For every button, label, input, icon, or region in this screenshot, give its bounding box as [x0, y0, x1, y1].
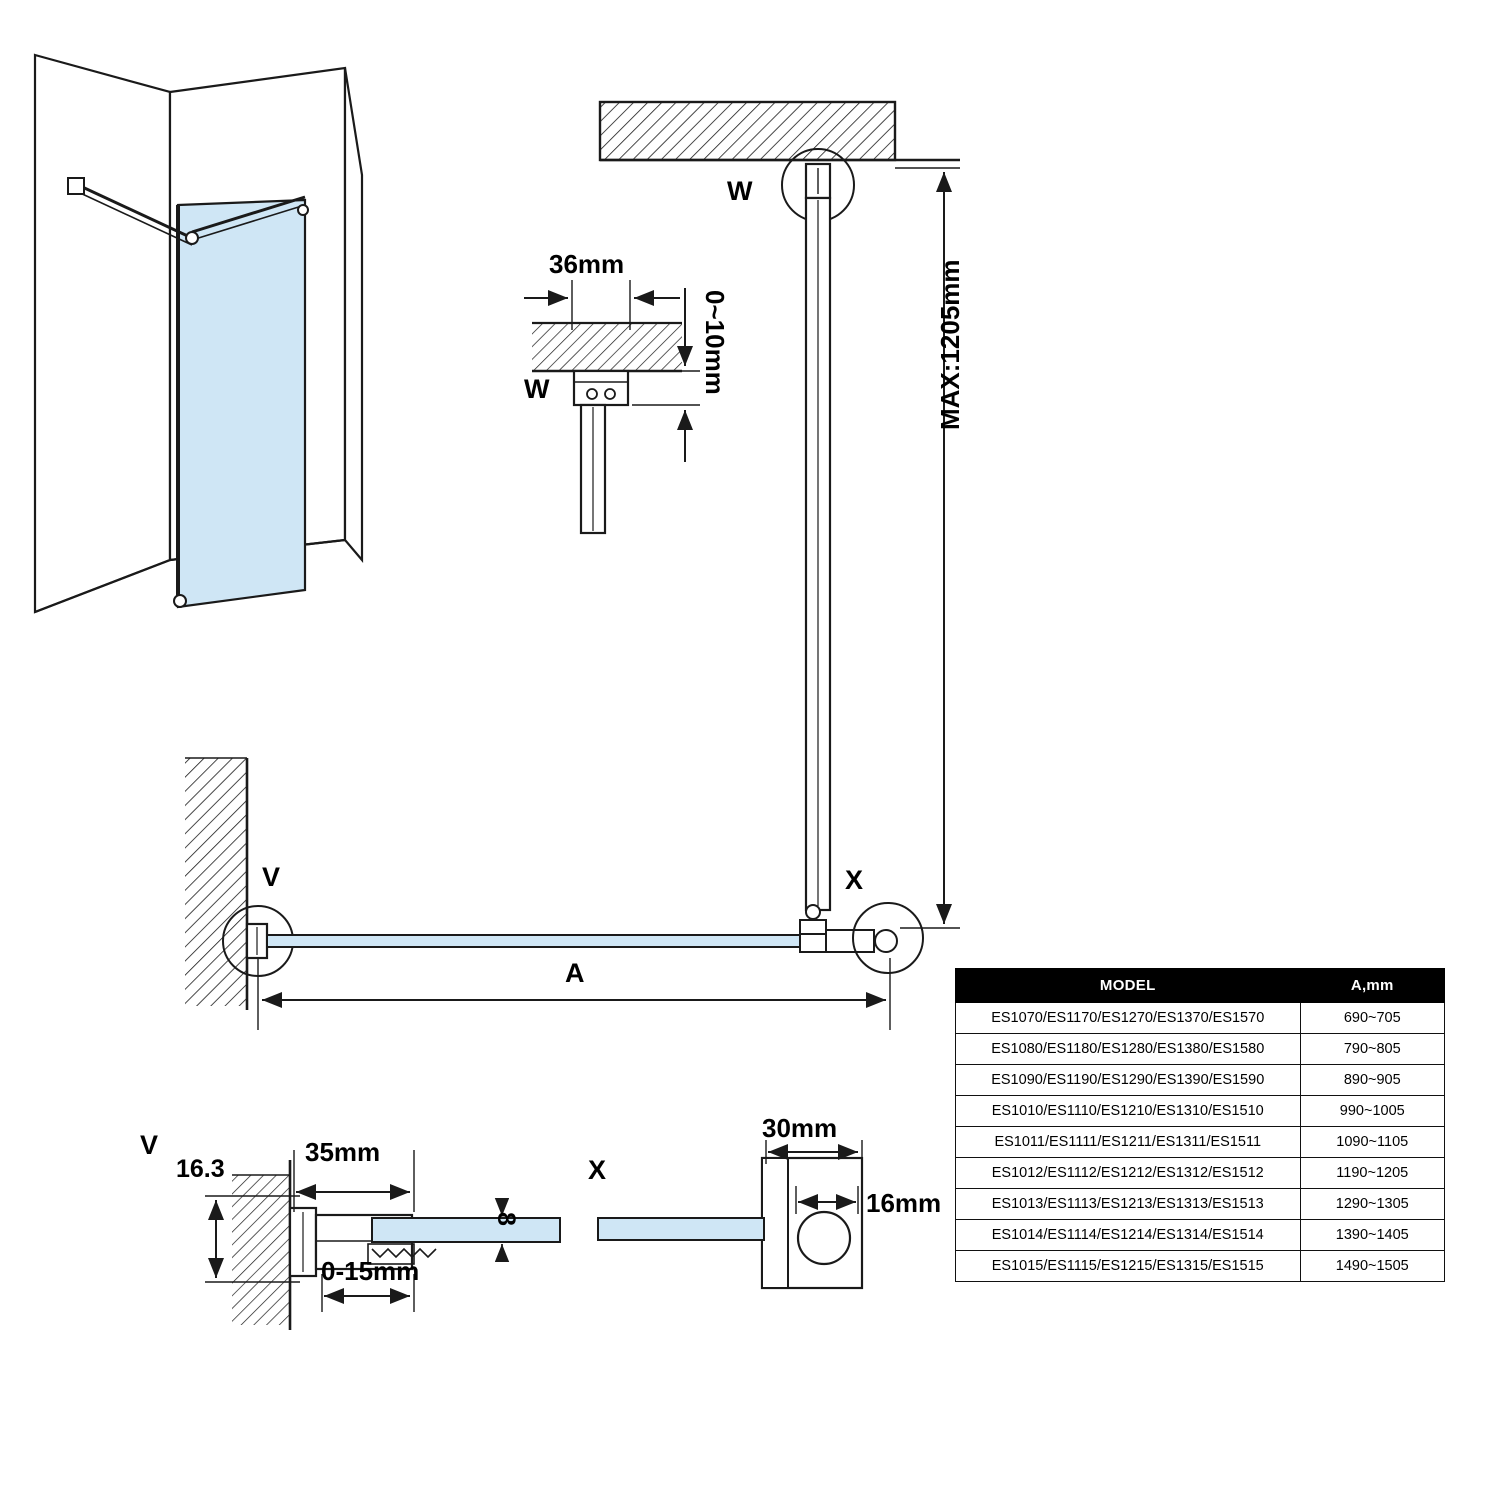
cell-model: ES1013/ES1113/ES1213/ES1313/ES1513: [956, 1189, 1301, 1220]
dimension-a-label: A: [565, 958, 585, 988]
table-row: [956, 1158, 1445, 1189]
cell-a-mm: 990~1005: [1300, 1096, 1445, 1127]
label-detail-v-section: V: [140, 1130, 159, 1160]
dimension-35mm: 35mm: [305, 1137, 381, 1167]
label-detail-x-section: X: [588, 1155, 607, 1185]
cell-a-mm: 1290~1305: [1300, 1189, 1445, 1220]
cell-model: ES1080/ES1180/ES1280/ES1380/ES1580: [956, 1034, 1301, 1065]
table-row: [956, 1096, 1445, 1127]
dimension-8: 8: [492, 1212, 520, 1226]
table-row: [956, 1127, 1445, 1158]
cell-model: ES1090/ES1190/ES1290/ES1390/ES1590: [956, 1065, 1301, 1096]
label-detail-x-plan: X: [845, 865, 864, 895]
label-detail-v-plan: V: [262, 862, 281, 892]
detail-w-top: [600, 102, 960, 910]
cell-a-mm: 890~905: [1300, 1065, 1445, 1096]
table-header-row: [956, 969, 1445, 1003]
dimension-30mm: 30mm: [762, 1113, 838, 1143]
table-row: [956, 1251, 1445, 1282]
cell-model: ES1070/ES1170/ES1270/ES1370/ES1570: [956, 1003, 1301, 1034]
table-row: [956, 1065, 1445, 1096]
cell-a-mm: 690~705: [1300, 1003, 1445, 1034]
detail-x-section: [598, 1140, 862, 1288]
cell-model: ES1014/ES1114/ES1214/ES1314/ES1514: [956, 1220, 1301, 1251]
dimension-max-height-label: MAX:1205mm: [935, 259, 965, 430]
table-row: [956, 1189, 1445, 1220]
cell-a-mm: 1190~1205: [1300, 1158, 1445, 1189]
model-spec-table: [955, 968, 1445, 1282]
label-detail-w-top: W: [727, 176, 753, 206]
dimension-36mm: 36mm: [549, 249, 625, 279]
table-row: [956, 1220, 1445, 1251]
isometric-view: [35, 55, 362, 612]
column-header-model: MODEL: [956, 969, 1301, 1003]
cell-a-mm: 1390~1405: [1300, 1220, 1445, 1251]
detail-w-side: [524, 280, 700, 533]
detail-v-section: [205, 1150, 560, 1330]
dimension-16-3: 16.3: [176, 1155, 225, 1183]
dimension-0-15mm: 0-15mm: [321, 1256, 420, 1286]
table-row: [956, 1003, 1445, 1034]
dimension-16mm: 16mm: [866, 1188, 942, 1218]
table-row: [956, 1034, 1445, 1065]
cell-model: ES1012/ES1112/ES1212/ES1312/ES1512: [956, 1158, 1301, 1189]
cell-model: ES1010/ES1110/ES1210/ES1310/ES1510: [956, 1096, 1301, 1127]
cell-a-mm: 1090~1105: [1300, 1127, 1445, 1158]
cell-a-mm: 1490~1505: [1300, 1251, 1445, 1282]
cell-model: ES1011/ES1111/ES1211/ES1311/ES1511: [956, 1127, 1301, 1158]
cell-model: ES1015/ES1115/ES1215/ES1315/ES1515: [956, 1251, 1301, 1282]
cell-a-mm: 790~805: [1300, 1034, 1445, 1065]
label-detail-w-side: W: [524, 374, 550, 404]
dimension-0-10mm: 0~10mm: [700, 290, 730, 395]
column-header-a: A,mm: [1300, 969, 1445, 1003]
